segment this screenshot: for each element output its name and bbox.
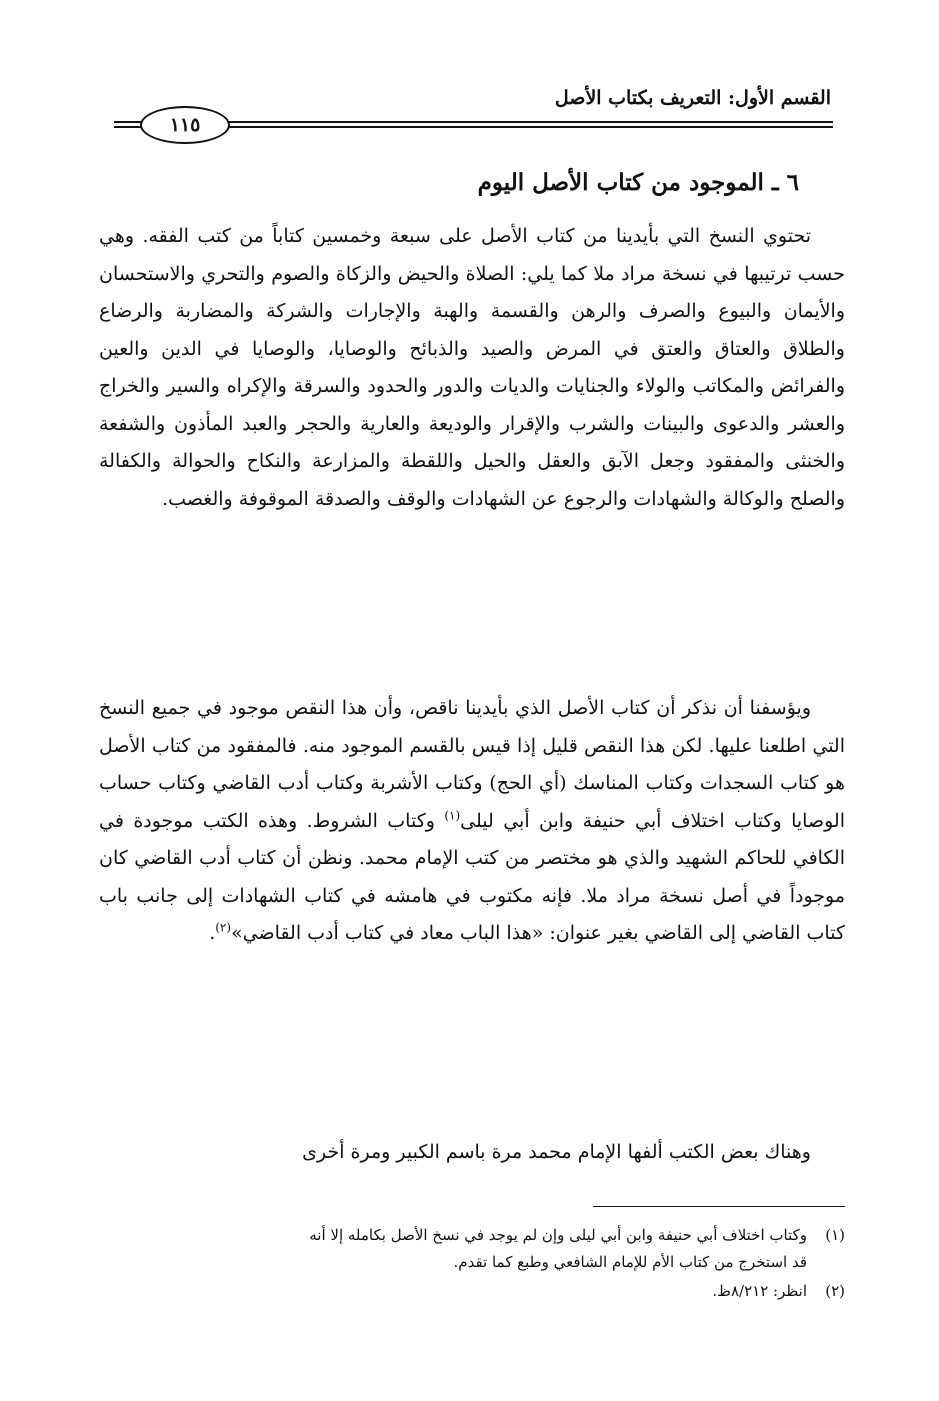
paragraph-2-text-b: وكتاب الشروط. وهذه الكتب موجودة في الكافي للحاكم الشهيد والذي هو مختصر من كتب الإمام محمد. ونظن أن كتاب أدب القاضي كان موجوداً في أصل نسخة مراد ملا. فإنه مكتوب في هامشه في كتاب الشهادات إلى جانب باب كتاب القاضي إلى القاضي بغير عنوان: «هذا الباب معاد في كتاب أدب القاضي»	[99, 809, 845, 944]
footnote-separator	[593, 1206, 845, 1207]
page-number	[140, 106, 230, 144]
footnote-1-line-2: قد استخرج من كتاب الأم للإمام الشافعي وطبع كما تقدم.	[453, 1253, 807, 1271]
paragraph-2-text-a: ويؤسفنا أن نذكر أن كتاب الأصل الذي بأيدينا ناقص، وأن هذا النقص موجود في جميع النسخ التي اطلعنا عليها. لكن هذا النقص قليل إذا قيس بالقسم الموجود منه. فالمفقود من كتاب الأصل هو كتاب السجدات وكتاب المناسك (أي الحج) وكتاب الأشربة وكتاب أدب القاضي وكتاب حساب الوصايا وكتاب اختلاف أبي حنيفة وابن أبي ليلى	[99, 697, 845, 832]
footnote-2	[99, 1278, 845, 1305]
paragraph-1-text: تحتوي النسخ التي بأيدينا من كتاب الأصل على سبعة وخمسين كتاباً من كتب الفقه. وهي حسب ترتيبها في نسخة مراد ملا كما يلي: الصلاة والحيض والزكاة والصوم والتحري والاستحسان والأيمان والبيوع والصرف والرهن والقسمة والهبة والإجارات والشركة والمضاربة والرضاع والطلاق والعتاق والعتق في المرض والصيد والذبائح والوصايا، والوصايا في الدين والعين والفرائض والمكاتب والولاء والجنايات والديات والدور والحدود والسرقة والإكراه والسير والخراج والعشر والدعوى والبينات والشرب والإقرار والوديعة والعارية والحجر والعبد المأذون والشفعة والخنثى والمفقود وجعل الآبق والعقل والحيل واللقطة والمزارعة والنكاح والحوالة والكفالة والصلح والوكالة والشهادات والرجوع عن الشهادات والوقف والصدقة الموقوفة والغصب.	[99, 225, 845, 510]
paragraph-3-text: وهناك بعض الكتب ألفها الإمام محمد مرة باسم الكبير ومرة أخرى	[302, 1141, 811, 1163]
footnote-1-number: (١)	[825, 1226, 845, 1244]
paragraph-2	[99, 690, 845, 953]
footnote-2-line-1: انظر: ٨/٢١٢ظ.	[712, 1282, 807, 1300]
paragraph-2-text-c: .	[209, 922, 216, 944]
section-heading: ٦ ـ الموجود من كتاب الأصل اليوم	[477, 169, 799, 196]
footnote-2-number: (٢)	[825, 1282, 845, 1300]
running-header-title: القسم الأول: التعريف بكتاب الأصل	[554, 87, 831, 109]
page-number-text: ١١٥	[169, 113, 201, 136]
footnote-reference-2: (٢)	[215, 920, 232, 935]
paragraph-1	[99, 218, 845, 518]
footnote-1-line-1: وكتاب اختلاف أبي حنيفة وابن أبي ليلى وإن لم يوجد في نسخ الأصل بكامله إلا أنه	[309, 1226, 807, 1244]
paragraph-3	[99, 1134, 845, 1172]
footnote-reference-1: (١)	[444, 808, 461, 823]
footnote-1	[99, 1222, 845, 1276]
